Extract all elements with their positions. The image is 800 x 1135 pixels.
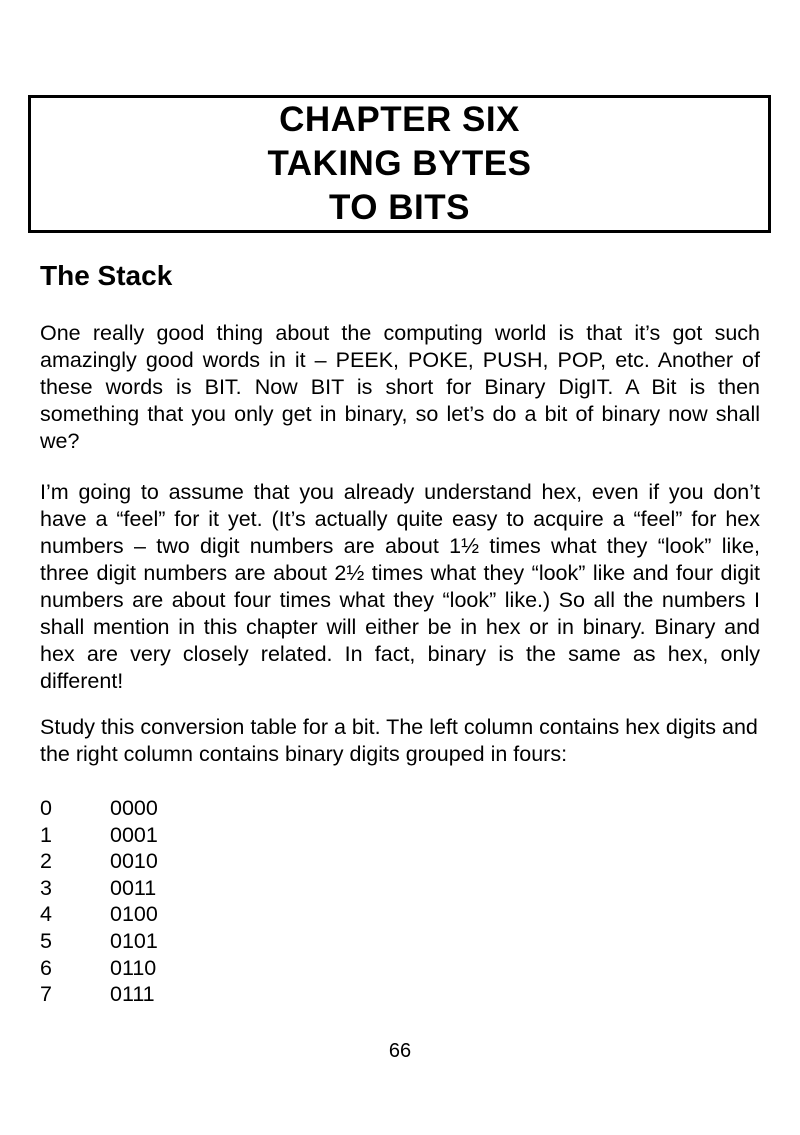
table-row	[40, 981, 760, 1008]
chapter-title-line-2: TAKING BYTES	[267, 144, 532, 183]
table-row	[40, 822, 760, 849]
table-row	[40, 848, 760, 875]
hex-digit-cell: 2	[40, 849, 52, 874]
hex-digit-cell: 3	[40, 875, 52, 900]
binary-digits-cell: 0111	[110, 982, 155, 1007]
hex-digit-cell: 0	[40, 796, 52, 820]
binary-digits-cell: 0101	[110, 928, 158, 953]
hex-digit-cell: 5	[40, 928, 52, 953]
binary-digits-cell: 0100	[110, 902, 158, 927]
binary-digits-cell: 0001	[110, 822, 158, 847]
paragraph-hex-explanation: I’m going to assume that you already understand hex, even if you don’t have a “feel” for it yet. (It’s actually quite easy to acquire a “feel” for hex numbers – two digit numbers are about 1½ times what they “look” like, three digit numbers are about 2½ times what they “look” like and four digit numbers are about four times what they “look” like.) So all the numbers I shall mention in this chapter will either be in hex or in binary. Binary and hex are very closely related. In fact, binary is the same as hex, only different!	[40, 480, 760, 693]
table-row	[40, 875, 760, 902]
hex-digit-cell: 7	[40, 982, 52, 1007]
hex-digit-cell: 4	[40, 902, 52, 927]
chapter-title-box	[28, 95, 771, 233]
binary-digits-cell: 0010	[110, 849, 158, 874]
chapter-title-line-1: CHAPTER SIX	[279, 100, 520, 139]
binary-digits-cell: 0110	[110, 955, 157, 980]
binary-digits-cell: 0011	[110, 875, 157, 900]
table-row	[40, 795, 760, 822]
paragraph-table-intro: Study this conversion table for a bit. The left column contains hex digits and the right column contains binary digits grouped in fours:	[40, 715, 758, 766]
page-number: 66	[388, 1040, 412, 1062]
paragraph-intro-bits: One really good thing about the computing world is that it’s got such amazingly good words in it – PEEK, POKE, PUSH, POP, etc. Another of these words is BIT. Now BIT is short for Binary DigIT. A Bit is then something that you only get in binary, so let’s do a bit of binary now shall we?	[40, 321, 760, 453]
binary-digits-cell: 0000	[110, 796, 158, 820]
table-row	[40, 901, 760, 928]
hex-digit-cell: 6	[40, 955, 52, 980]
chapter-title-line-3: TO BITS	[329, 188, 470, 227]
table-row	[40, 928, 760, 955]
section-heading: The Stack	[40, 260, 173, 291]
hex-binary-conversion-table	[40, 795, 760, 1008]
hex-digit-cell: 1	[40, 822, 52, 847]
table-row	[40, 955, 760, 982]
